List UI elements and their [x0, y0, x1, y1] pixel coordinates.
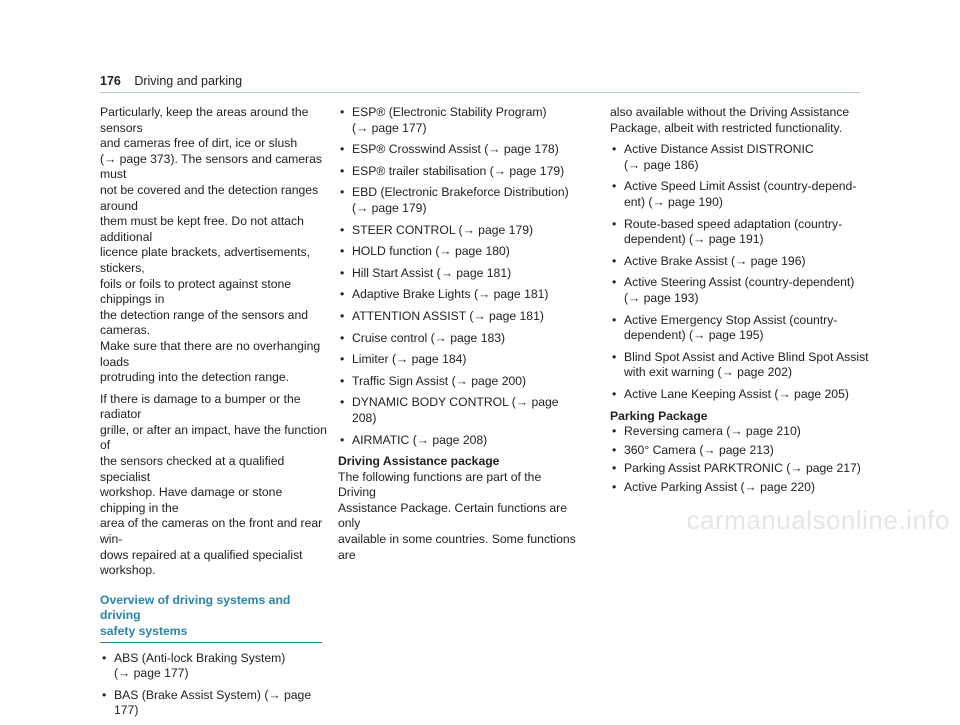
list-item: • Active Lane Keeping Assist (→ page 205)	[610, 387, 870, 403]
column-left	[100, 105, 330, 725]
list-item: • ESP® Crosswind Assist (→ page 178)	[338, 142, 578, 158]
parking-package-heading: Parking Package	[610, 408, 708, 423]
list-item: • Active Steering Assist (country-dependent) (→ page 193)	[610, 275, 870, 306]
column-right	[610, 105, 870, 498]
systems-list-left	[100, 651, 330, 719]
list-item: • Hill Start Assist (→ page 181)	[338, 266, 578, 282]
list-item: • Blind Spot Assist and Active Blind Spot Assist with exit warning (→ page 202)	[610, 350, 870, 381]
list-item: • Traffic Sign Assist (→ page 200)	[338, 374, 578, 390]
list-item: • BAS (Brake Assist System) (→ page 177)	[100, 688, 330, 719]
list-item: • Active Parking Assist (→ page 220)	[610, 480, 870, 496]
assistance-list	[610, 142, 870, 402]
column-middle	[338, 105, 578, 569]
watermark: carmanualsonline.info	[686, 505, 950, 536]
list-item: • ABS (Anti-lock Braking System) (→ page 177)	[100, 651, 330, 682]
header-divider	[100, 92, 860, 93]
section-title: Overview of driving systems and driving safety systems	[100, 592, 291, 638]
list-item: • Active Brake Assist (→ page 196)	[610, 254, 870, 270]
list-item: • ESP® (Electronic Stability Program) (→ page 177)	[338, 105, 578, 136]
section-divider	[100, 642, 322, 643]
page-header	[100, 74, 242, 90]
list-item: • Limiter (→ page 184)	[338, 352, 578, 368]
list-item: • EBD (Electronic Brakeforce Distribution) (→ page 179)	[338, 185, 578, 216]
list-item: • AIRMATIC (→ page 208)	[338, 433, 578, 449]
list-item: • Active Speed Limit Assist (country-depend- ent) (→ page 190)	[610, 179, 870, 210]
list-item: • STEER CONTROL (→ page 179)	[338, 223, 578, 239]
driving-assistance-paragraph: The following functions are part of the Driving Assistance Package. Certain functions are only available in some countries. Some functions are	[338, 469, 576, 562]
list-item: • ATTENTION ASSIST (→ page 181)	[338, 309, 578, 325]
page-number: 176	[100, 74, 121, 88]
parking-list	[610, 424, 870, 495]
list-item: • Route-based speed adaptation (country- dependent) (→ page 191)	[610, 217, 870, 248]
chapter-title: Driving and parking	[134, 74, 243, 88]
sensor-paragraph: Particularly, keep the areas around the sensors and cameras free of dirt, ice or slush (→ page 373). The sensors and cameras must not be covered and the detection ranges around them must be kept free. Do not attach additional licence plate brackets, advertisements, stickers, foils or foils to protect against stone chippings in the detection range of the sensors and cameras. Make sure that there are no overhanging loads protruding into the detection range.	[100, 105, 322, 385]
list-item: • ESP® trailer stabilisation (→ page 179)	[338, 164, 578, 180]
continuation-paragraph: also available without the Driving Assistance Package, albeit with restricted functionality.	[610, 105, 850, 135]
list-item: • Active Distance Assist DISTRONIC (→ page 186)	[610, 142, 870, 173]
list-item: • DYNAMIC BODY CONTROL (→ page 208)	[338, 395, 578, 426]
list-item: • HOLD function (→ page 180)	[338, 244, 578, 260]
systems-list-middle	[338, 105, 578, 448]
damage-paragraph: If there is damage to a bumper or the radiator grille, or after an impact, have the function of the sensors checked at a qualified specialist workshop. Have damage or stone chipping in the area of the cameras on the front and rear win- dows repaired at a qualified specialist workshop.	[100, 391, 327, 578]
list-item: • 360° Camera (→ page 213)	[610, 443, 870, 459]
list-item: • Active Emergency Stop Assist (country- dependent) (→ page 195)	[610, 313, 870, 344]
list-item: • Cruise control (→ page 183)	[338, 331, 578, 347]
list-item: • Adaptive Brake Lights (→ page 181)	[338, 287, 578, 303]
list-item: • Parking Assist PARKTRONIC (→ page 217)	[610, 461, 870, 477]
list-item: • Reversing camera (→ page 210)	[610, 424, 870, 440]
driving-assistance-heading: Driving Assistance package	[338, 454, 500, 469]
